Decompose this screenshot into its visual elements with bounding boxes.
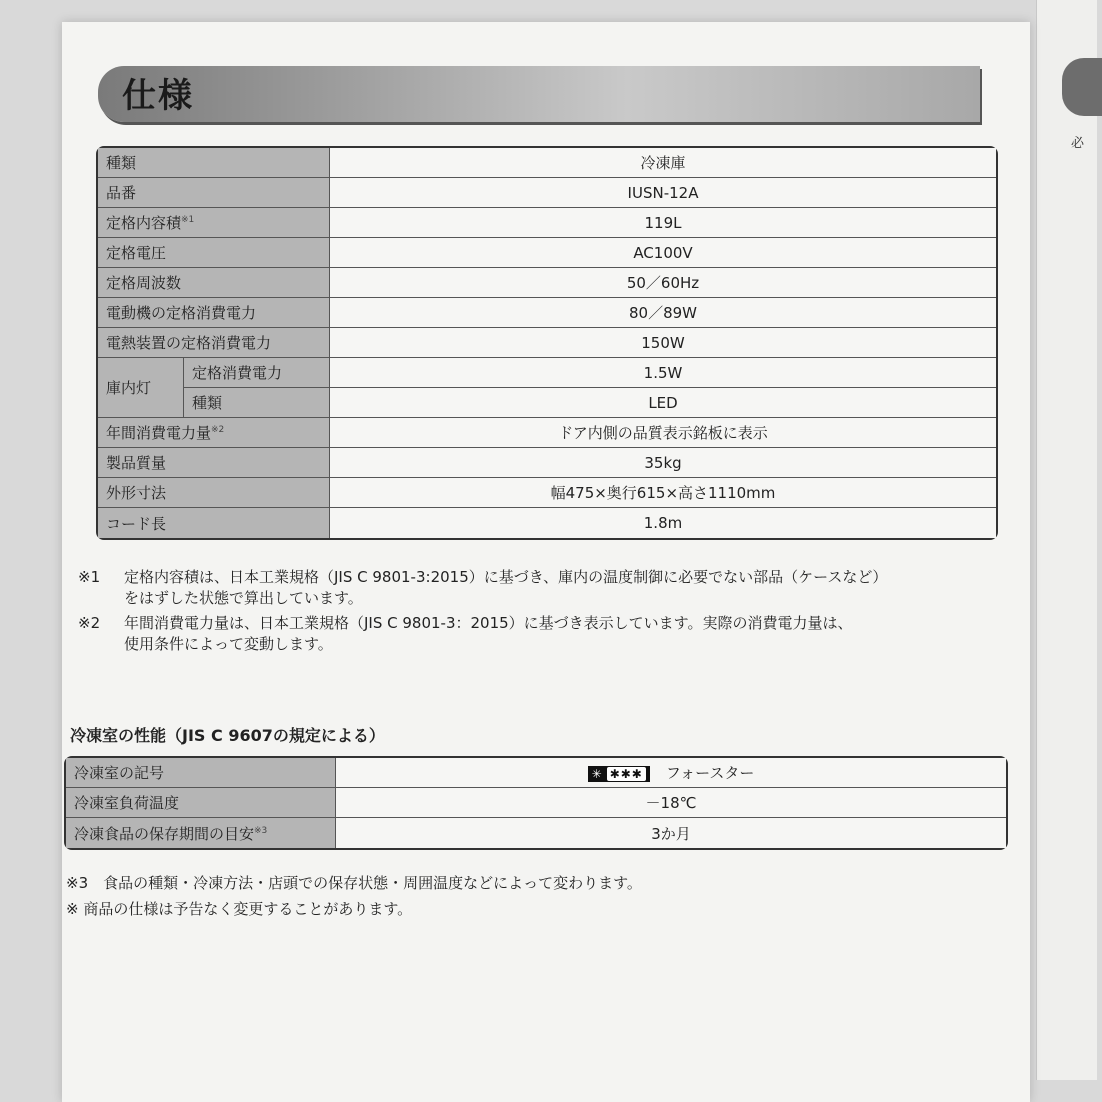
footnote-line: 使用条件によって変動します。	[124, 635, 333, 653]
spec-value: 50／60Hz	[330, 268, 996, 298]
spec-label: 品番	[106, 184, 137, 202]
spec-label: 定格電圧	[106, 244, 167, 262]
section-title-bar	[98, 66, 980, 122]
spec-label: 定格周波数	[106, 274, 182, 292]
adjacent-page-text: 必	[1071, 136, 1085, 151]
spec-value: IUSN-12A	[330, 178, 996, 208]
table-row	[98, 238, 996, 268]
spec-label: 定格消費電力	[192, 364, 283, 382]
spec-label: 種類	[106, 154, 137, 172]
spec-table	[96, 146, 998, 540]
spec-value: 35kg	[330, 448, 996, 478]
spec-value: 1.8m	[330, 508, 996, 538]
performance-table	[64, 756, 1008, 850]
table-row	[98, 298, 996, 328]
spec-value: 冷凍庫	[330, 148, 996, 178]
spec-value: ドア内側の品質表示銘板に表示	[330, 418, 996, 448]
table-row	[98, 508, 996, 538]
table-row	[98, 478, 996, 508]
adjacent-page-tab	[1062, 58, 1102, 116]
table-row	[98, 148, 996, 178]
spec-value: 80／89W	[330, 298, 996, 328]
table-row	[98, 208, 996, 238]
spec-value: 1.5W	[330, 358, 996, 388]
perf-label: 冷凍室の記号	[66, 758, 336, 788]
four-star-badge-icon	[588, 766, 650, 782]
table-row	[66, 818, 1006, 848]
table-row	[98, 328, 996, 358]
spec-label: 種類	[192, 394, 223, 412]
table-row	[98, 448, 996, 478]
spec-value: 幅475×奥行615×高さ1110mm	[330, 478, 996, 508]
table-row	[66, 758, 1006, 788]
perf-label: 冷凍室負荷温度	[66, 788, 336, 818]
snowflake-icon: ✳	[591, 766, 603, 781]
spec-label: コード長	[106, 514, 167, 533]
spec-label: 製品質量	[106, 454, 167, 472]
spec-label: 定格内容積	[106, 214, 182, 232]
spec-label: 年間消費電力量	[106, 424, 212, 442]
page-title: 仕様	[122, 76, 194, 116]
spec-value: AC100V	[330, 238, 996, 268]
spec-value: 119L	[330, 208, 996, 238]
footnote-line: 年間消費電力量は、日本工業規格（JIS C 9801-3：2015）に基づき表示しています。実際の消費電力量は、	[124, 614, 853, 632]
spec-label: 電熱装置の定格消費電力	[106, 334, 272, 352]
adjacent-page	[1036, 0, 1097, 1080]
spec-value: 150W	[330, 328, 996, 358]
table-row	[98, 358, 996, 388]
spec-value: LED	[330, 388, 996, 418]
spec-group-label: 庫内灯	[98, 358, 184, 418]
footnote-mark: ※2	[78, 614, 101, 632]
perf-value: フォースター	[665, 764, 755, 782]
footnote-marker: ※2	[211, 425, 225, 435]
footnote-marker: ※3	[254, 825, 268, 836]
table-row	[98, 268, 996, 298]
table-row	[66, 788, 1006, 818]
performance-heading: 冷凍室の性能（JIS C 9607の規定による）	[70, 726, 385, 745]
spec-label: 外形寸法	[106, 484, 167, 502]
footnote-3: ※3 食品の種類・冷凍方法・店頭での保存状態・周囲温度などによって変わります。	[66, 874, 642, 892]
perf-value: －18℃	[336, 788, 1006, 818]
perf-label: 冷凍食品の保存期間の目安	[74, 824, 255, 843]
disclaimer-note: ※ 商品の仕様は予告なく変更することがあります。	[66, 900, 413, 918]
table-row	[98, 388, 996, 418]
star-rating-icon: ✱✱✱	[607, 767, 646, 781]
footnote-line: をはずした状態で算出しています。	[124, 589, 363, 607]
footnote-mark: ※1	[78, 568, 101, 586]
table-row	[98, 418, 996, 448]
table-row	[98, 178, 996, 208]
spec-label: 電動機の定格消費電力	[106, 304, 257, 322]
footnote-marker: ※1	[181, 215, 195, 225]
footnote-line: 定格内容積は、日本工業規格（JIS C 9801-3:2015）に基づき、庫内の温度制御に必要でない部品（ケースなど）	[124, 568, 888, 586]
perf-value: 3か月	[336, 818, 1006, 848]
